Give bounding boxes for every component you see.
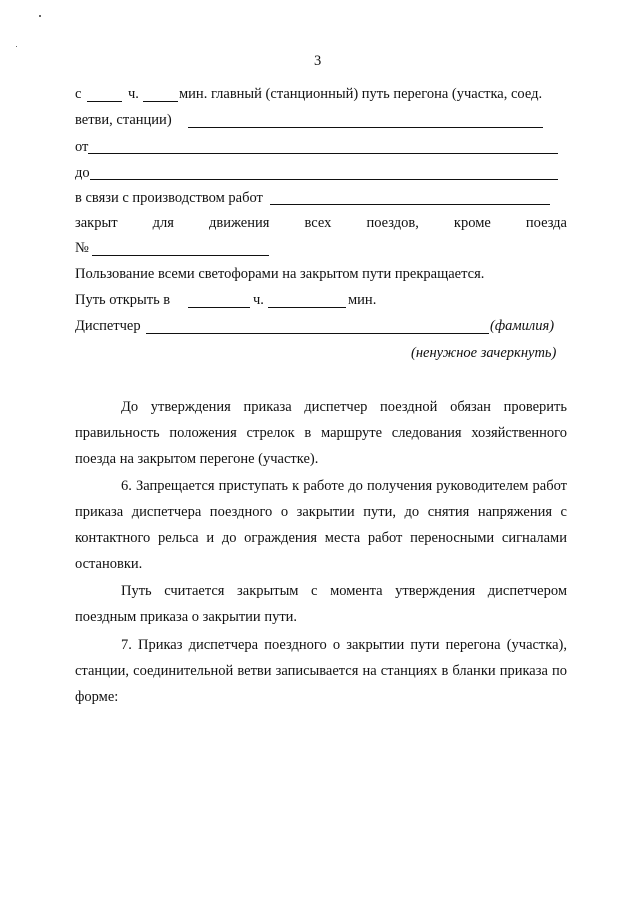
from-label: от xyxy=(75,139,89,155)
dispatcher-blank xyxy=(146,333,489,334)
signals-text: Пользование всеми светофорами на закрытом пути прекращается. xyxy=(75,266,485,282)
closed-word: движения xyxy=(209,215,270,231)
train-number-blank xyxy=(92,255,269,256)
to-blank xyxy=(90,179,558,180)
surname-note: (фамилия) xyxy=(490,318,555,334)
scan-speck xyxy=(39,15,41,17)
minutes-blank xyxy=(143,101,178,102)
form-main-track-text: мин. главный (станционный) путь перегона (участка, соед. xyxy=(179,86,543,102)
open-minutes-label: мин. xyxy=(348,292,377,308)
closed-word: закрыт xyxy=(75,215,118,231)
from-blank xyxy=(88,153,558,154)
item-6-paragraph: 6. Запрещается приступать к работе до получения руководителем работ приказа диспетчера поездного о закрытии пути, до снятия напряжения с контактного рельса и до ограждения места работ переносными сигналами остановки. xyxy=(75,478,567,572)
form-branch-label: ветви, станции) xyxy=(75,112,172,128)
hours-blank xyxy=(87,101,122,102)
approval-paragraph: До утверждения приказа диспетчер поездной обязан проверить правильность положения стрелок в маршруте следования хозяйственного поезда на закрытом перегоне (участке). xyxy=(75,399,567,467)
open-minutes-blank xyxy=(268,307,346,308)
dispatcher-label: Диспетчер xyxy=(75,318,141,334)
branch-blank xyxy=(188,127,543,128)
form-hours-label: ч. xyxy=(128,86,139,102)
form-c-label: с xyxy=(75,86,82,102)
reason-blank xyxy=(270,204,550,205)
strike-note: (ненужное зачеркнуть) xyxy=(411,345,557,361)
number-sign: № xyxy=(75,240,89,256)
closed-word: всех xyxy=(304,215,332,231)
open-hours-blank xyxy=(188,307,250,308)
closed-word: для xyxy=(152,215,174,231)
closed-word: поездов, xyxy=(366,215,419,231)
item-7-paragraph: 7. Приказ диспетчера поездного о закрытии пути перегона (участка), станции, соединительной ветви записывается на станциях в бланки приказа по форме: xyxy=(75,637,567,705)
page-number: 3 xyxy=(314,53,322,69)
reason-label: в связи с производством работ xyxy=(75,190,263,206)
closed-word: поезда xyxy=(525,215,567,231)
closed-line xyxy=(75,215,567,232)
open-hours-label: ч. xyxy=(253,292,264,308)
to-label: до xyxy=(75,165,90,181)
closed-moment-paragraph: Путь считается закрытым с момента утверждения диспетчером поездным приказа о закрытии пути. xyxy=(75,583,567,625)
scan-speck xyxy=(16,46,17,47)
open-label: Путь открыть в xyxy=(75,292,171,308)
closed-word: кроме xyxy=(453,215,491,231)
